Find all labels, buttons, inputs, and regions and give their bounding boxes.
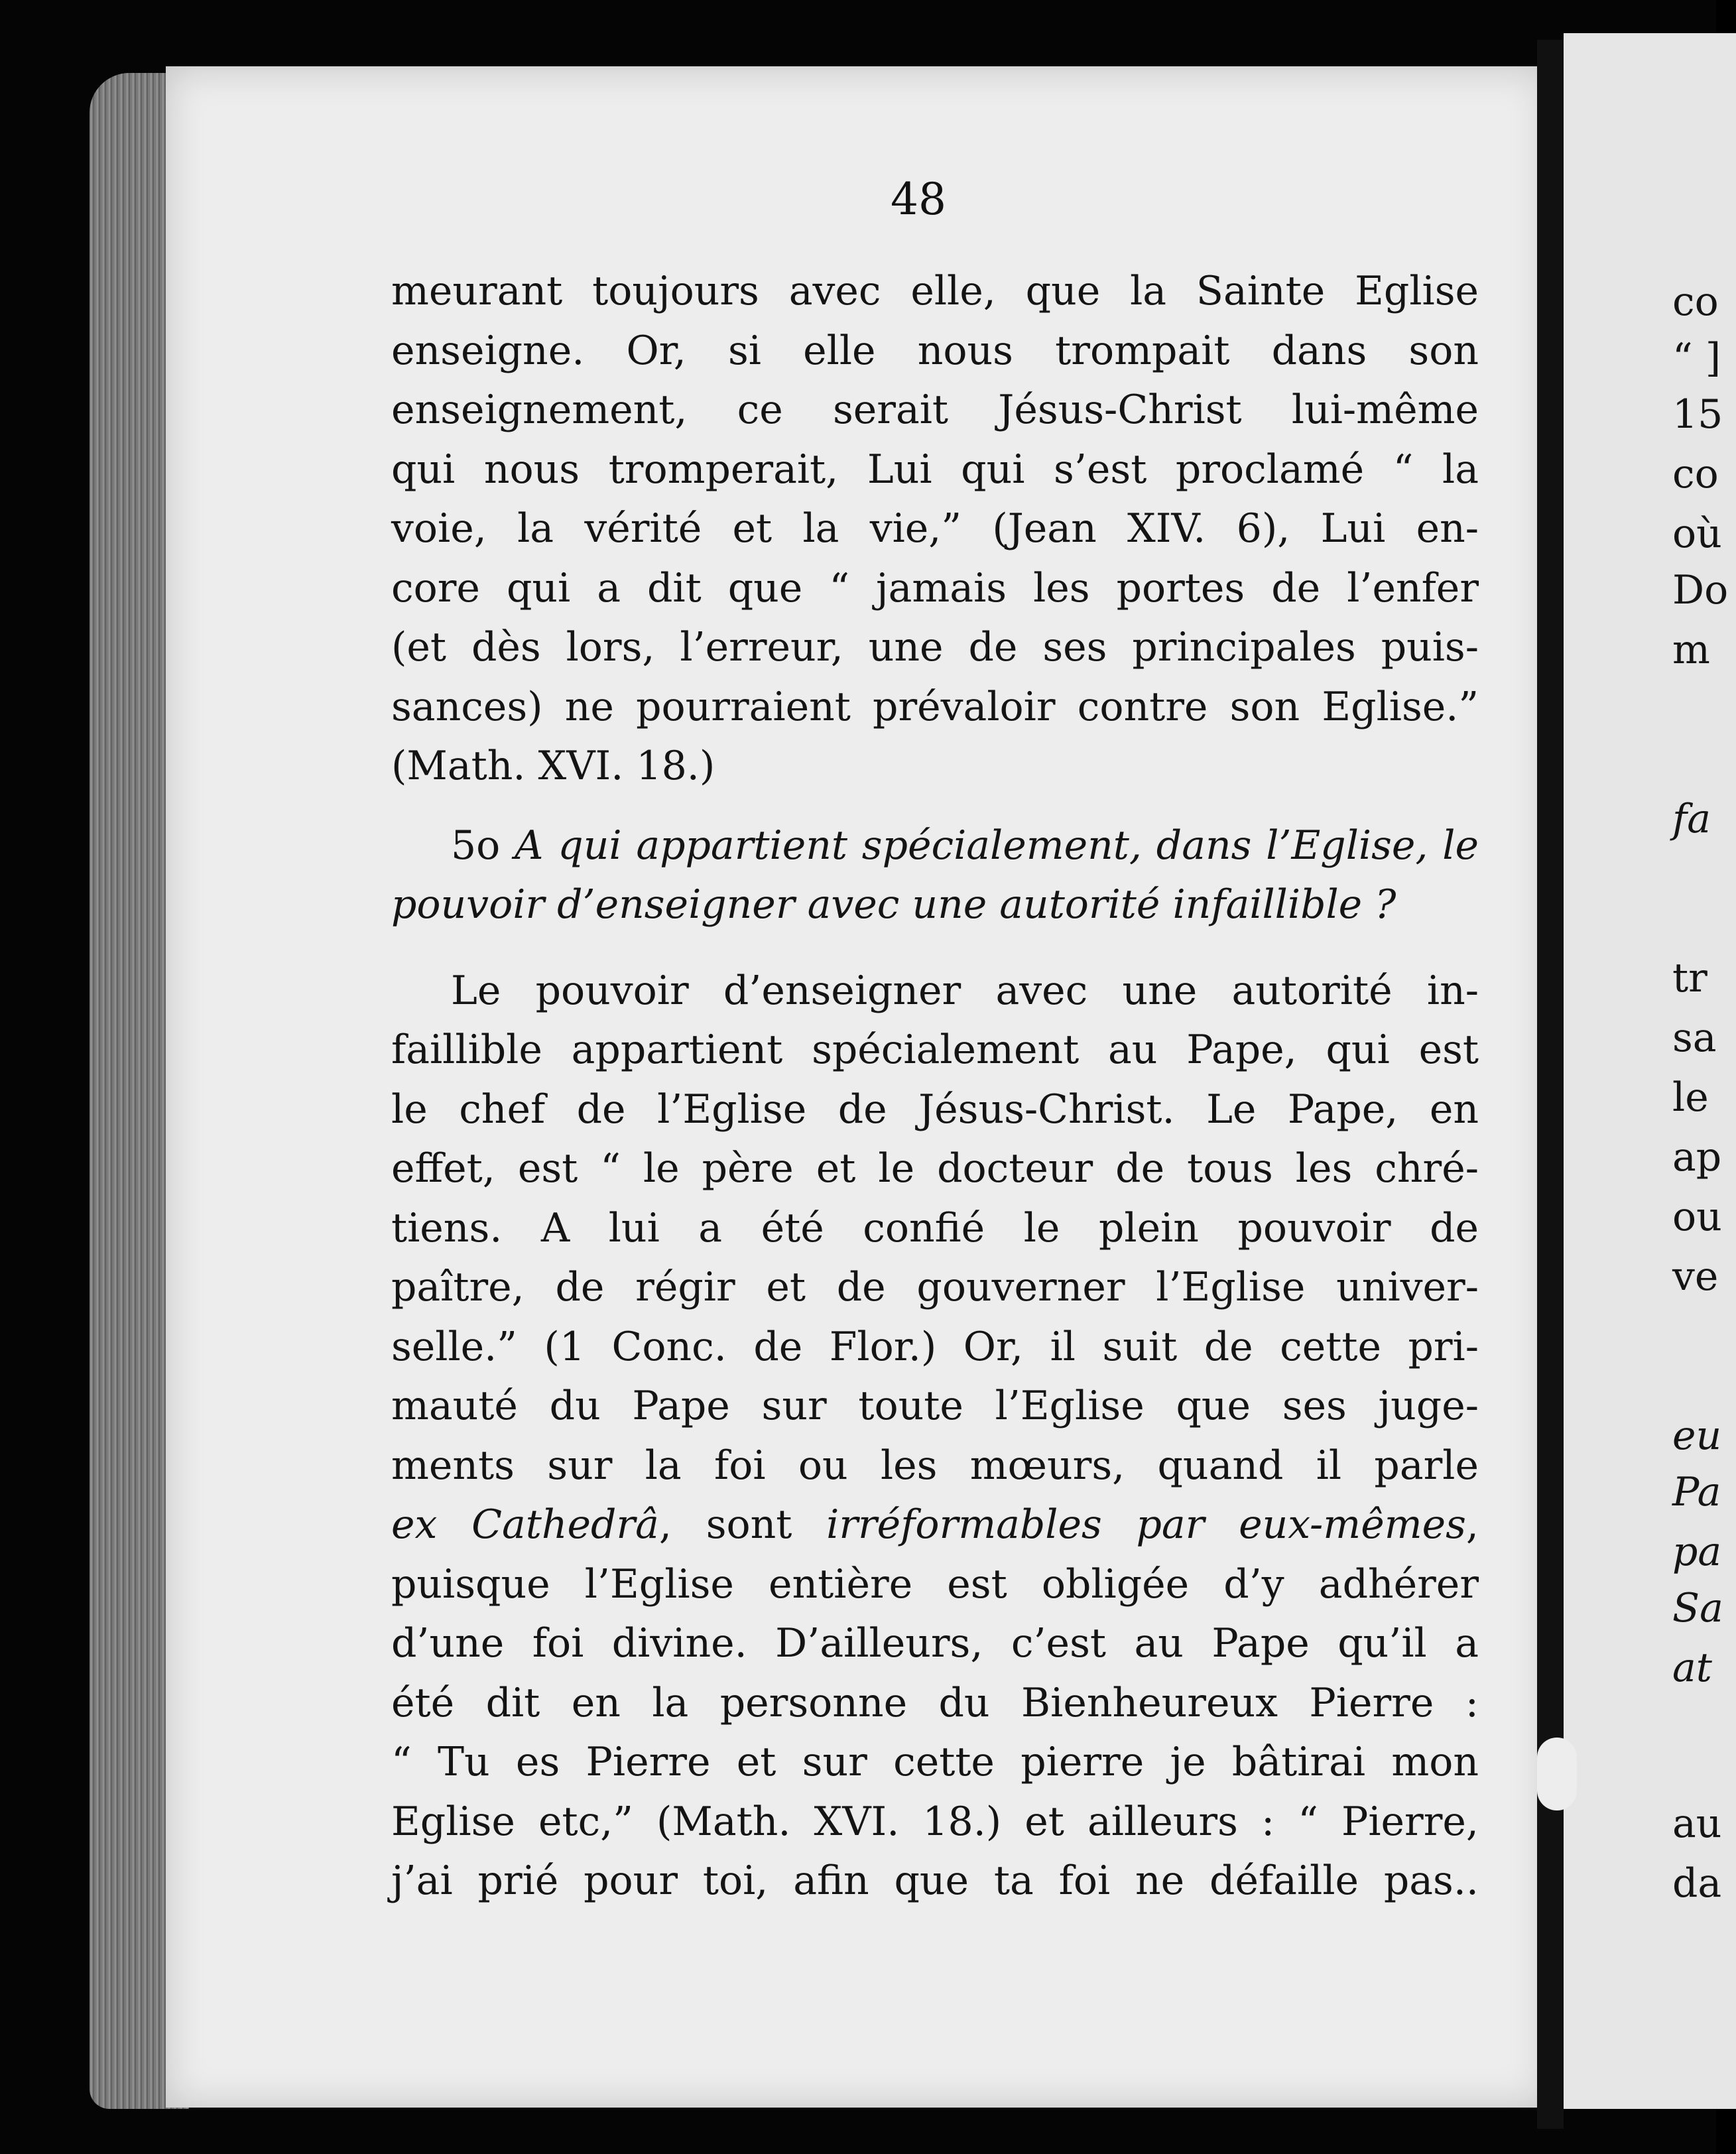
text-fragment: , sont (658, 1501, 827, 1548)
italic-phrase: irréformables par eux-mêmes (826, 1501, 1466, 1548)
text-line: effet, est “ le père et le docteur de tous les chré- (391, 1145, 1479, 1192)
question-number: 5o (451, 822, 501, 869)
right-page-fragment: tr (1672, 955, 1707, 1001)
right-page-fragment: at (1672, 1645, 1712, 1691)
text-line: d’une foi divine. D’ailleurs, c’est au Pape qu’il a (391, 1620, 1479, 1667)
text-line: ments sur la foi ou les mœurs, quand il parle (391, 1442, 1479, 1489)
right-page-fragment: sa (1672, 1015, 1717, 1061)
italic-phrase: ex Cathedrâ (391, 1501, 659, 1548)
question-line: pouvoir d’enseigner avec une autorité infaillible ? (391, 881, 1396, 928)
paragraph-2 (391, 962, 1479, 1911)
text-line: tiens. A lui a été confié le plein pouvoir de (391, 1204, 1479, 1251)
page-number: 48 (891, 174, 946, 225)
text-line: meurant toujours avec elle, que la Sainte Eglise (391, 268, 1479, 314)
page-tear-notch (1537, 1738, 1577, 1810)
text-line: voie, la vérité et la vie,” (Jean XIV. 6), Lui en- (391, 505, 1479, 552)
right-page-fragment: co (1672, 451, 1719, 497)
text-line: mauté du Pape sur toute l’Eglise que ses juge- (391, 1383, 1479, 1429)
question-line (391, 816, 1479, 876)
text-line: le chef de l’Eglise de Jésus-Christ. Le Pape, en (391, 1086, 1479, 1133)
right-page-fragment: ap (1672, 1134, 1722, 1180)
text-line: Le pouvoir d’enseigner avec une autorité in- (451, 967, 1479, 1014)
right-page-fragment: où (1672, 511, 1722, 557)
right-page-fragment: pa (1672, 1529, 1722, 1575)
page-body (391, 262, 1479, 1911)
text-line: puisque l’Eglise entière est obligée d’y adhérer (391, 1560, 1479, 1608)
text-line: enseigne. Or, si elle nous trompait dans son (391, 327, 1479, 374)
text-line: faillible appartient spécialement au Pape, qui est (391, 1027, 1479, 1073)
right-page-fragment: Do (1672, 567, 1729, 613)
right-page-fragment: Sa (1672, 1585, 1723, 1631)
right-page-fragment: 15 (1672, 391, 1723, 438)
text-line: “ Tu es Pierre et sur cette pierre je bâtirai mon (391, 1739, 1479, 1785)
text-line: core qui a dit que “ jamais les portes de l’enfer (391, 564, 1479, 611)
text-line: (et dès lors, l’erreur, une de ses principales puis- (391, 624, 1479, 670)
right-page-fragment: Pa (1672, 1469, 1721, 1515)
text-line: qui nous tromperait, Lui qui s’est proclamé “ la (391, 446, 1479, 493)
question-text: A qui appartient spécialement, dans l’Eglise, le (515, 822, 1479, 869)
right-page-fragment: ou (1672, 1194, 1722, 1240)
question-block (391, 816, 1479, 935)
text-line: selle.” (1 Conc. de Flor.) Or, il suit de cette pri- (391, 1323, 1479, 1370)
text-line: enseignement, ce serait Jésus-Christ lui-même (391, 387, 1479, 433)
text-line (391, 1495, 1479, 1555)
right-page-fragment: au (1672, 1801, 1722, 1847)
right-page-fragment: “ ] (1672, 335, 1721, 381)
book-gutter (1537, 40, 1564, 2129)
text-line: Eglise etc,” (Math. XVI. 18.) et ailleurs : “ Pierre, (391, 1798, 1479, 1845)
paragraph-1 (391, 262, 1479, 796)
right-page-fragment: ve (1672, 1253, 1719, 1300)
right-page-fragment: m (1672, 627, 1710, 673)
right-page-fragment: eu (1672, 1413, 1722, 1459)
text-fragment: , (1465, 1501, 1479, 1548)
right-page-fragment: da (1672, 1860, 1722, 1907)
text-line: sances) ne pourraient prévaloir contre son Eglise.” (391, 683, 1479, 730)
text-line: j’ai prié pour toi, afin que ta foi ne défaille pas.. (391, 1858, 1479, 1904)
text-line: été dit en la personne du Bienheureux Pierre : (391, 1679, 1479, 1726)
right-page-fragment: fa (1672, 796, 1711, 842)
text-line: (Math. XVI. 18.) (391, 743, 715, 789)
right-page-fragment: le (1672, 1074, 1709, 1121)
text-line: paître, de régir et de gouverner l’Eglise univer- (391, 1264, 1479, 1310)
right-page-fragment: co (1672, 279, 1719, 325)
